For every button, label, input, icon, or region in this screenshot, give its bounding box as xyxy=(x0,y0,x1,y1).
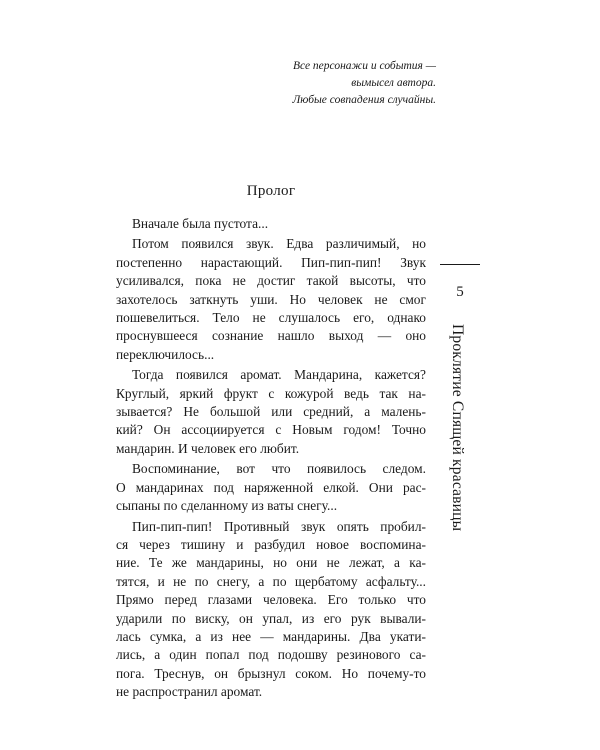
text-line: сыпаны по сделанному из ваты снегу... xyxy=(116,498,338,514)
text-line: постепенно нарастающий. Пип-пип-пип! Звук xyxy=(116,254,426,270)
text-line: тятся, и не по снегу, а по щербатому асфальту... xyxy=(116,573,426,589)
text-line: мандарин. И человек его любит. xyxy=(116,440,300,456)
text-line: пошевелиться. Тело не слушалось его, однако xyxy=(116,310,426,326)
epigraph-line: вымысел автора. xyxy=(351,77,436,89)
epigraph xyxy=(292,58,436,109)
text-line: усиливался, пока не достиг такой высоты, что xyxy=(116,273,426,289)
text-line: ние. Те же мандарины, но они не лежат, а ка- xyxy=(116,555,426,571)
text-line: Пип-пип-пип! Противный звук опять пробил- xyxy=(132,518,426,534)
text-line: лись, а один попал под подошву резинового са- xyxy=(116,647,426,663)
text-line: кий? Он ассоциируется с Новым годом! Точно xyxy=(116,422,426,438)
text-line: Воспоминание, вот что появилось следом. xyxy=(132,461,426,477)
running-title: Проклятие Спящей красавицы xyxy=(449,324,466,532)
text-line: проснувшееся сознание нашло выход — оно xyxy=(116,328,426,344)
text-line: зывается? Не большой или средний, а малень- xyxy=(116,404,426,420)
text-line: Тогда появился аромат. Мандарина, кажется? xyxy=(132,367,426,383)
text-line: Круглый, яркий фрукт с кожурой ведь так на- xyxy=(116,385,426,401)
epigraph-line: Любые совпадения случайны. xyxy=(292,94,436,106)
text-line: Вначале была пустота... xyxy=(132,216,269,231)
text-line: пога. Треснув, он брызнул соком. Но почему-то xyxy=(116,665,426,681)
text-line: лась сумка, а из нее — мандарины. Два укати- xyxy=(116,628,426,644)
margin-rule xyxy=(440,264,480,265)
body-text xyxy=(116,215,426,702)
text-line: О мандаринах под наряженной елкой. Они рас- xyxy=(116,479,426,495)
text-line: захотелось заткнуть уши. Но человек не смог xyxy=(116,291,426,307)
text-line: Прямо перед глазами человека. Его только что xyxy=(116,592,426,608)
text-line: ударили по виску, он упал, из его рук вывали- xyxy=(116,610,426,626)
text-line: переключилось... xyxy=(116,346,215,362)
epigraph-line: Все персонажи и события — xyxy=(292,60,436,72)
chapter-title: Пролог xyxy=(246,183,296,199)
text-line: не распространил аромат. xyxy=(116,684,263,700)
text-line: Потом появился звук. Едва различимый, но xyxy=(132,236,426,252)
page-number: 5 xyxy=(456,284,464,300)
text-line: ся через тишину и разбудил новое воспомина- xyxy=(116,536,426,552)
